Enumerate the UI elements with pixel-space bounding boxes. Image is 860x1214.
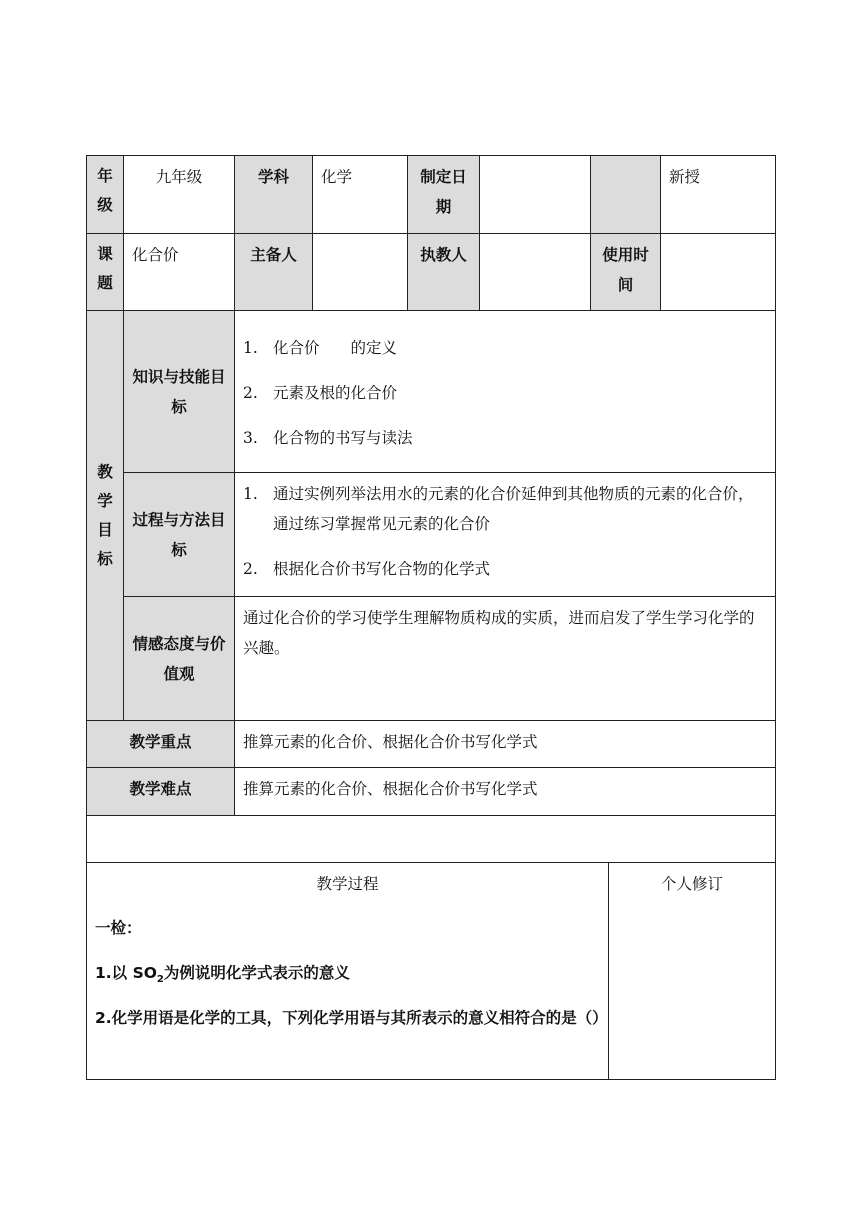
date-label: 制定日期: [408, 156, 480, 234]
type-value: 新授: [661, 156, 776, 234]
date-value: [480, 156, 591, 234]
knowledge-list: [243, 333, 767, 453]
revision-column: 个人修订: [609, 863, 776, 1080]
lesson-plan: [86, 155, 775, 1080]
difficult-point-text: 推算元素的化合价、根据化合价书写化学式: [235, 768, 776, 816]
points-table: [86, 720, 776, 863]
subject-value: 化学: [313, 156, 408, 234]
check-label: 一检：: [95, 919, 142, 937]
knowledge-cell: [235, 311, 776, 473]
question-1: 1.以 $SO_2$为例说明化学式表示的意义: [95, 964, 350, 986]
process-table: [86, 862, 776, 1080]
goals-label: 教学目标: [87, 311, 124, 721]
process-content: [87, 863, 609, 1080]
time-label: 使用时间: [591, 234, 661, 311]
key-point-label: 教学重点: [87, 721, 235, 768]
process-list: [243, 479, 767, 584]
difficult-point-label: 教学难点: [87, 768, 235, 816]
list-item: 2. 根据化合价书写化合物的化学式: [243, 560, 491, 578]
topic-value: 化合价: [124, 234, 235, 311]
teacher-label: 执教人: [408, 234, 480, 311]
list-item: 2. 元素及根的化合价: [243, 384, 398, 402]
blank-row: [87, 816, 776, 863]
blank-label-cell: [591, 156, 661, 234]
goals-table: [86, 310, 776, 721]
list-item: 3. 化合物的书写与读法: [243, 429, 413, 447]
question-2: 2.化学用语是化学的工具，下列化学用语与其所表示的意义相符合的是（）: [95, 1009, 608, 1027]
emotion-text: 通过化合价的学习使学生理解物质构成的实质，进而启发了学生学习化学的兴趣。: [235, 597, 776, 721]
preparer-value: [313, 234, 408, 311]
subject-label: 学科: [235, 156, 313, 234]
header-table: [86, 155, 776, 311]
grade-value: 九年级: [124, 156, 235, 234]
list-item: 1. 通过实例列举法用水的元素的化合价延伸到其他物质的元素的化合价，通过练习掌握常见元素的化合价: [243, 485, 754, 533]
process-title: 教学过程: [316, 875, 379, 893]
process-cell: [235, 473, 776, 597]
list-item: 1. 化合价 的定义: [243, 339, 398, 357]
time-value: [661, 234, 776, 311]
knowledge-label: 知识与技能目标: [124, 311, 235, 473]
process-label: 过程与方法目标: [124, 473, 235, 597]
teacher-value: [480, 234, 591, 311]
grade-label: 年级: [87, 156, 124, 234]
emotion-label: 情感态度与价值观: [124, 597, 235, 721]
key-point-text: 推算元素的化合价、根据化合价书写化学式: [235, 721, 776, 768]
topic-label: 课题: [87, 234, 124, 311]
preparer-label: 主备人: [235, 234, 313, 311]
